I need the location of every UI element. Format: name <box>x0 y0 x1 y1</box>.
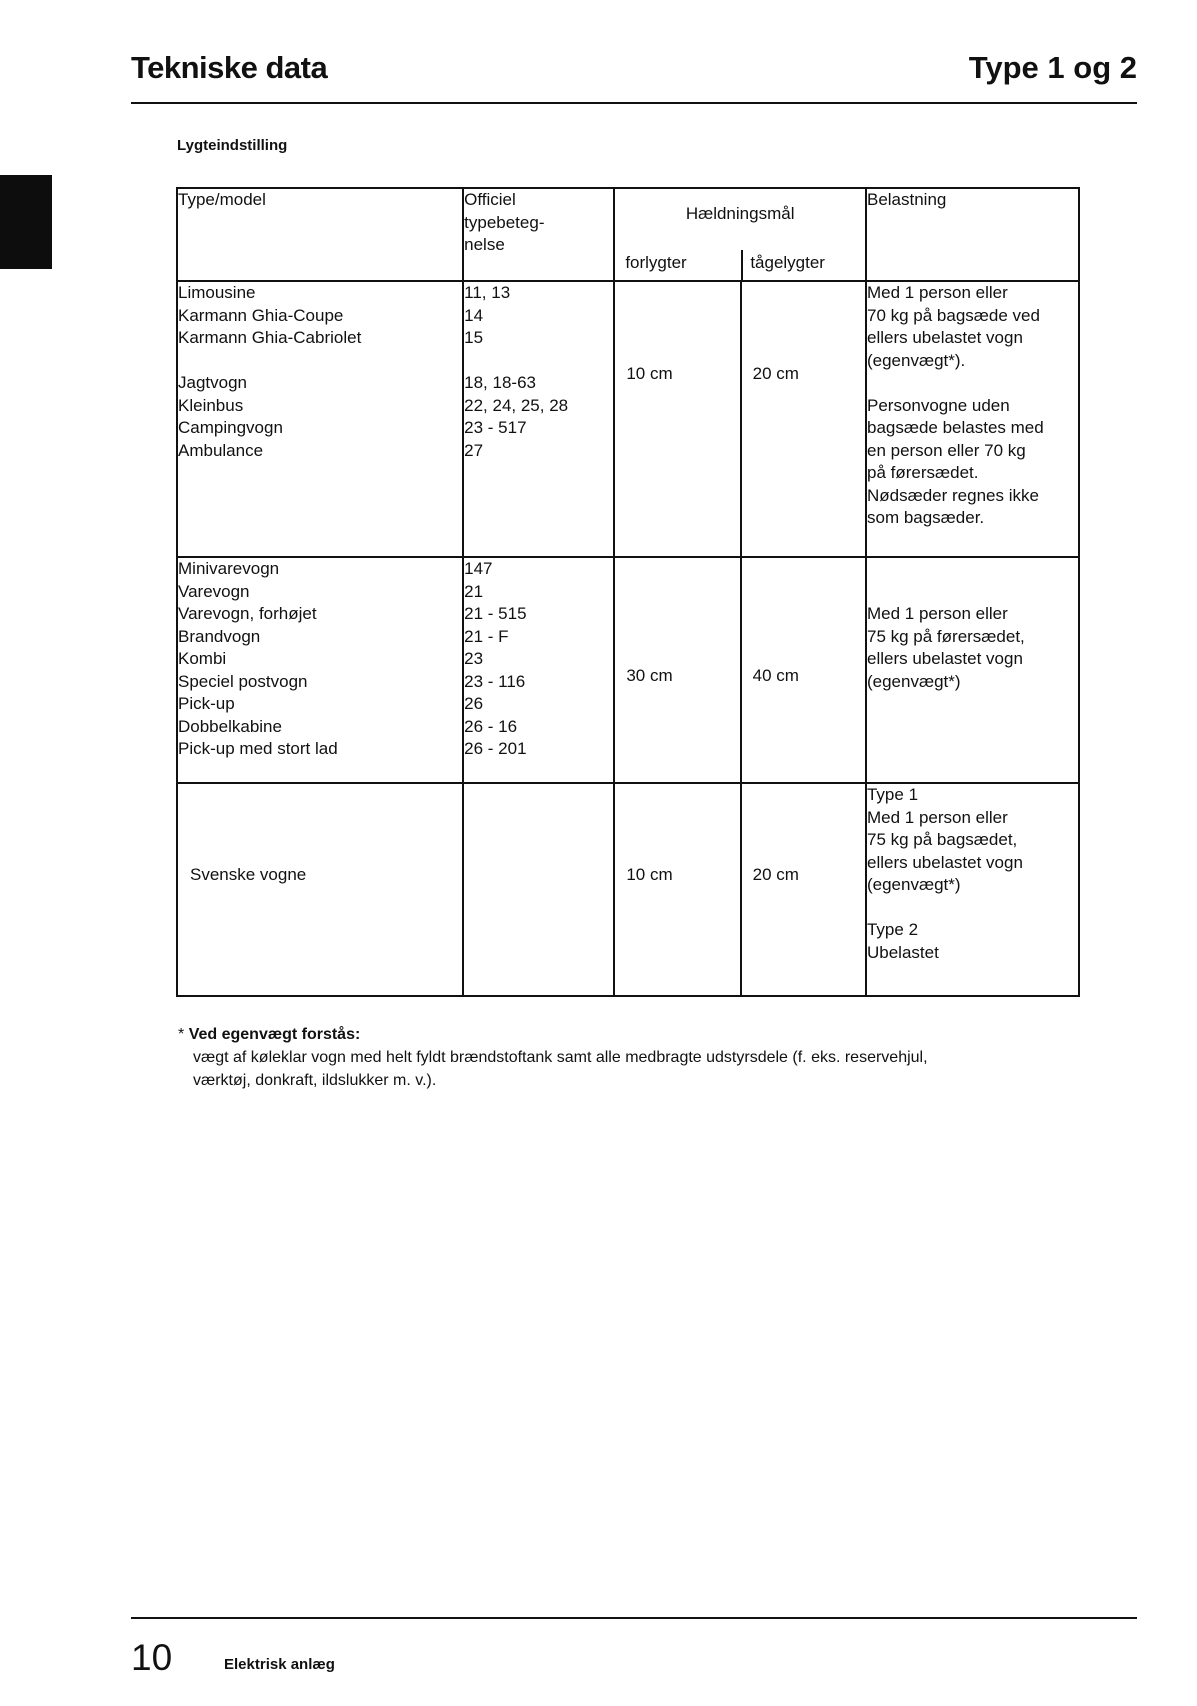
load-description <box>866 557 1079 783</box>
header-official-line: nelse <box>464 235 505 254</box>
model-name: Ambulance <box>178 440 264 460</box>
footnote-line: vægt af køleklar vogn med helt fyldt brændstoftank samt alle medbragte udstyrsdele (f. eks. reservehjul, <box>193 1049 928 1066</box>
type-code: 27 <box>464 440 484 460</box>
model-list <box>177 557 463 783</box>
model-list <box>177 783 463 996</box>
fog-light-value: 20 cm <box>752 865 799 884</box>
header-slope-group <box>614 188 866 281</box>
load-line: 75 kg på bagsædet, <box>866 830 1018 849</box>
code-list <box>463 557 614 783</box>
code-list <box>463 783 614 996</box>
spacer <box>867 372 1078 395</box>
type-code: 26 - 201 <box>464 739 527 758</box>
load-line: Med 1 person eller <box>866 604 1008 623</box>
type-code: 21 - F <box>464 626 509 646</box>
spacer <box>867 897 1078 920</box>
model-name: Brandvogn <box>178 626 261 646</box>
load-line: Med 1 person eller <box>866 283 1008 302</box>
type-code: 26 <box>464 694 484 713</box>
load-description <box>866 281 1079 557</box>
load-line: (egenvægt*). <box>866 350 966 370</box>
load-description <box>866 783 1079 996</box>
model-name: Svenske vogne <box>190 865 307 884</box>
footnote-heading: Ved egenvægt forstås: <box>188 1026 361 1043</box>
front-light-value: 30 cm <box>626 666 673 685</box>
load-line: Nødsæder regnes ikke <box>866 485 1039 505</box>
load-line: på førersædet. <box>866 463 979 482</box>
footer-divider <box>131 1617 1137 1619</box>
table-row <box>177 557 1079 783</box>
header-official-designation <box>463 188 614 281</box>
load-line: 70 kg på bagsæde ved <box>866 305 1040 325</box>
load-line: Med 1 person eller <box>866 807 1008 827</box>
front-light-value-cell <box>614 281 740 557</box>
load-line: Personvogne uden <box>866 395 1010 415</box>
code-list <box>463 281 614 557</box>
footnote-marker: * <box>178 1026 185 1043</box>
table-row <box>177 783 1079 996</box>
type-code: 18, 18-63 <box>464 373 536 392</box>
type-code: 21 <box>464 581 484 601</box>
model-name: Pick-up med stort lad <box>178 739 338 758</box>
model-name: Karmann Ghia-Cabriolet <box>178 328 362 347</box>
model-name: Pick-up <box>178 694 235 713</box>
load-line: en person eller 70 kg <box>866 440 1026 460</box>
load-line: ellers ubelastet vogn <box>866 328 1023 347</box>
spacer <box>867 581 1078 604</box>
load-line: Type 1 <box>866 785 919 804</box>
model-name: Jagtvogn <box>178 373 247 392</box>
front-light-value-cell <box>614 557 740 783</box>
table-header-row <box>177 188 1079 281</box>
load-line: ellers ubelastet vogn <box>866 852 1023 872</box>
footer-section-title: Elektrisk anlæg <box>224 1656 335 1673</box>
model-name: Campingvogn <box>178 418 283 437</box>
model-name: Varevogn, forhøjet <box>178 604 317 623</box>
header-official-line: Officiel <box>464 190 516 209</box>
fog-light-value-cell <box>741 281 866 557</box>
type-code: 15 <box>464 328 484 347</box>
header-load: Belastning <box>866 188 1079 281</box>
header-front-lights: forlygter <box>625 252 687 272</box>
load-line: Ubelastet <box>866 942 939 962</box>
type-code: 23 <box>464 649 484 668</box>
load-line: ellers ubelastet vogn <box>866 649 1023 668</box>
type-code: 14 <box>464 305 484 325</box>
footnote <box>178 1023 1128 1092</box>
front-light-value: 10 cm <box>626 364 673 383</box>
type-code: 23 - 517 <box>464 418 527 437</box>
model-list <box>177 281 463 557</box>
header-sub-divider <box>741 250 743 280</box>
spacer <box>464 350 613 373</box>
model-name: Kombi <box>178 649 227 668</box>
type-code: 11, 13 <box>464 283 511 302</box>
model-name: Kleinbus <box>178 395 244 415</box>
header-slope: Hældningsmål <box>685 204 795 223</box>
page-subtitle: Type 1 og 2 <box>968 50 1137 85</box>
load-line: Type 2 <box>866 920 919 939</box>
model-name: Limousine <box>178 283 256 302</box>
table-row <box>177 281 1079 557</box>
model-name: Karmann Ghia-Coupe <box>178 305 344 325</box>
fog-light-value-cell <box>741 783 866 996</box>
model-name: Dobbelkabine <box>178 716 282 736</box>
load-line: (egenvægt*) <box>866 875 961 894</box>
footnote-line: værktøj, donkraft, ildslukker m. v.). <box>193 1072 437 1089</box>
type-code: 26 - 16 <box>464 716 518 736</box>
fog-light-value-cell <box>741 557 866 783</box>
type-code: 147 <box>464 559 493 578</box>
header-model: Type/model <box>177 188 463 281</box>
type-code: 23 - 116 <box>464 671 526 691</box>
model-name: Speciel postvogn <box>178 671 308 691</box>
fog-light-value: 40 cm <box>752 666 799 685</box>
page-number: 10 <box>131 1637 173 1678</box>
front-light-value-cell <box>614 783 740 996</box>
section-title: Lygteindstilling <box>177 137 288 154</box>
model-name: Varevogn <box>178 581 250 601</box>
fog-light-value: 20 cm <box>752 364 799 383</box>
header-divider <box>131 102 1137 104</box>
load-line: bagsæde belastes med <box>866 418 1044 437</box>
chapter-tab-mark <box>0 175 52 269</box>
page-title: Tekniske data <box>131 50 328 85</box>
load-line: (egenvægt*) <box>866 671 961 691</box>
headlight-adjustment-table <box>176 187 1080 997</box>
load-line: 75 kg på førersædet, <box>866 626 1025 646</box>
model-name: Minivarevogn <box>178 559 280 578</box>
header-official-line: typebeteg- <box>464 212 545 232</box>
type-code: 22, 24, 25, 28 <box>464 395 569 415</box>
load-line: som bagsæder. <box>866 508 985 527</box>
type-code: 21 - 515 <box>464 604 527 623</box>
spacer <box>867 558 1078 581</box>
spacer <box>178 350 462 373</box>
front-light-value: 10 cm <box>626 865 673 884</box>
header-fog-lights: tågelygter <box>750 252 825 272</box>
